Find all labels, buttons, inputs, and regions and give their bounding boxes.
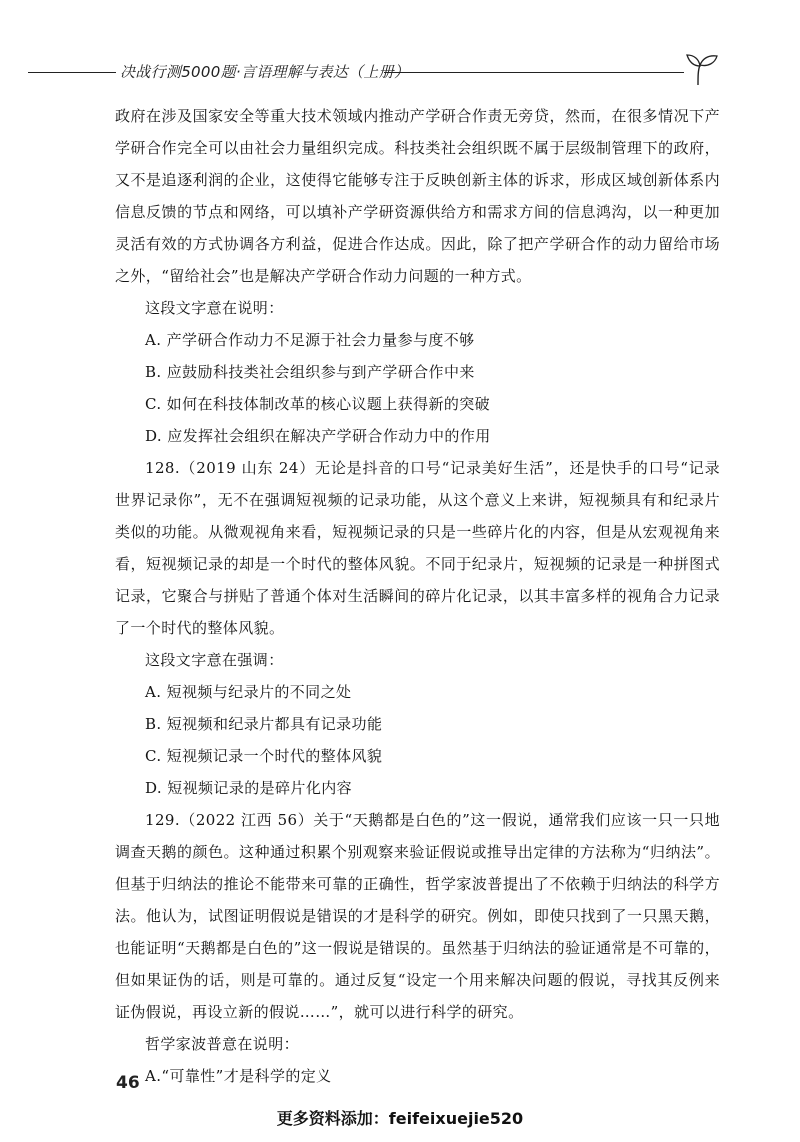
question-block-128 xyxy=(115,452,720,804)
passage-paragraph: 政府在涉及国家安全等重大技术领域内推动产学研合作责无旁贷，然而，在很多情况下产学研合作完全可以由社会力量组织完成。科技类社会组织既不属于层级制管理下的政府，又不是追逐利润的企业，这使得它能够专注于反映创新主体的诉求，形成区域创新体系内信息反馈的节点和网络，可以填补产学研资源供给方和需求方间的信息鸿沟，以一种更加灵活有效的方式协调各方利益，促进合作达成。因此，除了把产学研合作的动力留给市场之外，“留给社会”也是解决产学研合作动力问题的一种方式。 xyxy=(115,107,720,285)
option-a: A.“可靠性”才是科学的定义 xyxy=(145,1067,332,1085)
page-body xyxy=(115,100,720,1092)
question-prompt: 这段文字意在强调： xyxy=(145,651,284,669)
passage-paragraph: 128.（2019 山东 24）无论是抖音的口号“记录美好生活”，还是快手的口号“记录世界记录你”，无不在强调短视频的记录功能，从这个意义上来讲，短视频具有和纪录片类似的功能。从微观视角来看，短视频记录的只是一些碎片化的内容，但是从宏观视角来看，短视频记录的却是一个时代的整体风貌。不同于纪录片，短视频的记录是一种拼图式记录，它聚合与拼贴了普通个体对生活瞬间的碎片化记录，以其丰富多样的视角合力记录了一个时代的整体风貌。 xyxy=(115,459,720,637)
option-c: C. 如何在科技体制改革的核心议题上获得新的突破 xyxy=(145,395,491,413)
question-block-127 xyxy=(115,100,720,452)
question-prompt: 这段文字意在说明： xyxy=(145,299,284,317)
question-block-129 xyxy=(115,804,720,1092)
passage-paragraph: 129.（2022 江西 56）关于“天鹅都是白色的”这一假说，通常我们应该一只一只地调查天鹅的颜色。这种通过积累个别观察来验证假说或推导出定律的方法称为“归纳法”。但基于归纳法的推论不能带来可靠的正确性，哲学家波普提出了不依赖于归纳法的科学方法。他认为，试图证明假说是错误的才是科学的研究。例如，即使只找到了一只黑天鹅，也能证明“天鹅都是白色的”这一假说是错误的。虽然基于归纳法的验证通常是不可靠的，但如果证伪的话，则是可靠的。通过反复“设定一个用来解决问题的假说，寻找其反例来证伪假说，再设立新的假说……”，就可以进行科学的研究。 xyxy=(115,811,720,1021)
header-rule-right xyxy=(384,72,684,73)
footer-note: 更多资料添加：feifeixuejie520 xyxy=(276,1109,524,1128)
book-title: 决战行测5000题·言语理解与表达（上册） xyxy=(120,63,410,81)
option-d: D. 应发挥社会组织在解决产学研合作动力中的作用 xyxy=(145,427,491,445)
sprout-icon xyxy=(684,52,724,88)
question-prompt: 哲学家波普意在说明： xyxy=(145,1035,300,1053)
option-d: D. 短视频记录的是碎片化内容 xyxy=(145,779,353,797)
option-b: B. 应鼓励科技类社会组织参与到产学研合作中来 xyxy=(145,363,475,381)
running-header xyxy=(0,52,800,92)
page-number: 46 xyxy=(116,1073,140,1093)
header-rule-left xyxy=(28,72,116,73)
option-a: A. 产学研合作动力不足源于社会力量参与度不够 xyxy=(145,331,475,349)
option-b: B. 短视频和纪录片都具有记录功能 xyxy=(145,715,383,733)
option-c: C. 短视频记录一个时代的整体风貌 xyxy=(145,747,383,765)
option-a: A. 短视频与纪录片的不同之处 xyxy=(145,683,352,701)
